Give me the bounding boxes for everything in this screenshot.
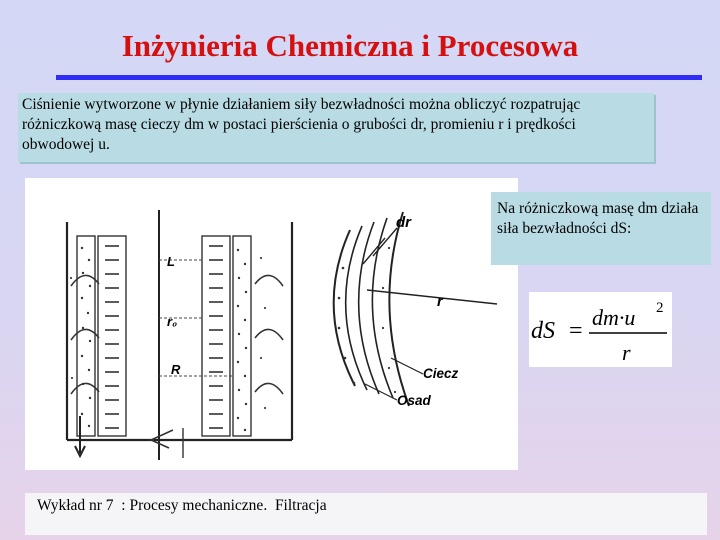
centrifuge-diagram [25, 178, 518, 470]
formula-equals: = [569, 318, 583, 344]
label-L: L [167, 254, 175, 269]
label-r: r [437, 293, 443, 310]
right-cake [233, 236, 251, 436]
force-text: Na różniczkową masę dm działa siła bezwładności dS: [497, 200, 699, 237]
label-R: R [171, 362, 181, 377]
label-dr: dr [396, 214, 411, 231]
radius-r-line [367, 290, 497, 304]
formula [529, 292, 672, 367]
centrifuge-figure [25, 178, 518, 470]
formula-numerator: dm·u [592, 305, 636, 330]
right-liquid [202, 236, 230, 436]
label-r0: r₀ [167, 314, 178, 329]
formula-exponent: 2 [656, 300, 664, 316]
formula-denominator: r [622, 340, 631, 365]
force-text-box [491, 192, 711, 265]
title-rule [56, 75, 702, 80]
formula-box [529, 292, 672, 367]
slide-title: Inżynieria Chemiczna i Procesowa [121, 28, 579, 63]
formula-lhs: dS [531, 318, 555, 344]
left-liquid [98, 236, 126, 436]
left-cake [77, 236, 95, 436]
intro-text-box [18, 93, 654, 162]
intro-text: Ciśnienie wytworzone w płynie działaniem siły bezwładności można obliczyć rozpatrując różniczkową masę cieczy dm w postaci pierścienia o grubości dr, promieniu r i prędkości obwodowej u. [22, 96, 581, 153]
footer-box [25, 493, 707, 535]
label-osad: Osad [397, 393, 431, 408]
footer-text: Wykład nr 7 : Procesy mechaniczne. Filtracja [37, 497, 327, 514]
ring-detail [334, 212, 409, 406]
label-ciecz: Ciecz [423, 366, 459, 381]
